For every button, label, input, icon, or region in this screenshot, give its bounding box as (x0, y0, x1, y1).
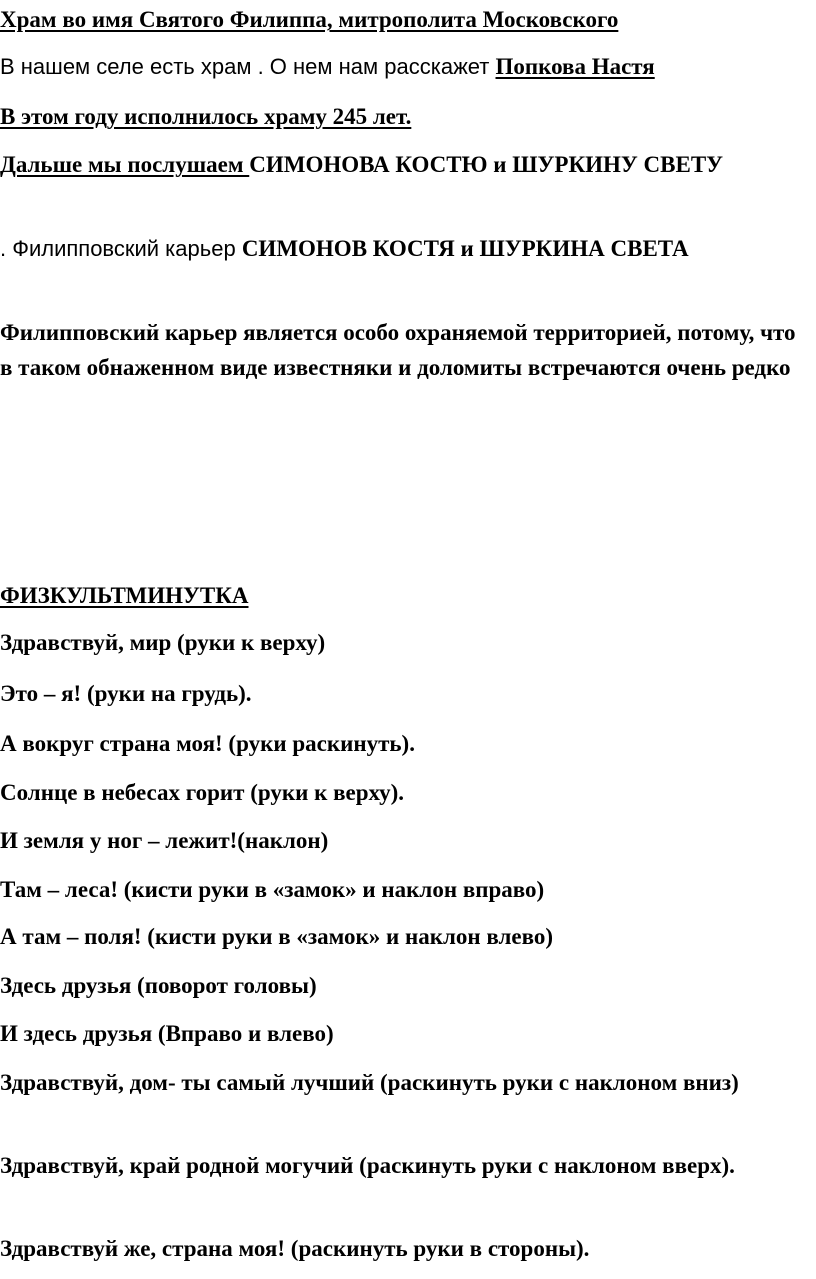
intro-text: В нашем селе есть храм . О нем нам расскажет (0, 54, 496, 79)
exercise-line: И земля у ног – лежит!(наклон) (0, 828, 329, 853)
exercise-line: А там – поля! (кисти руки в «замок» и наклон влево) (0, 924, 554, 949)
exercise-line: Здесь друзья (поворот головы) (0, 973, 317, 998)
exercise-line: А вокруг страна моя! (руки раскинуть). (0, 731, 415, 756)
next-speakers-names: СИМОНОВА КОСТЮ и ШУРКИНУ СВЕТУ (249, 152, 724, 177)
exercise-line: Здравствуй, мир (руки к верху) (0, 630, 326, 655)
quarry-topic-names: СИМОНОВ КОСТЯ и ШУРКИНА СВЕТА (241, 236, 689, 261)
next-speakers-paragraph (0, 147, 800, 182)
exercise-heading: ФИЗКУЛЬТМИНУТКА (0, 583, 249, 608)
next-speakers-lead: Дальше мы послушаем (0, 152, 250, 177)
exercise-line: Там – леса! (кисти руки в «замок» и наклон вправо) (0, 877, 545, 902)
exercise-line: Здравствуй же, страна моя! (раскинуть руки в стороны). (0, 1236, 590, 1261)
quarry-fact: Филипповский карьер является особо охраняемой территорией, потому, что в таком обнаженном виде известняки и доломиты встречаются очень редко (0, 320, 796, 380)
quarry-topic-paragraph (0, 231, 800, 266)
exercise-line: Это – я! (руки на грудь). (0, 681, 252, 706)
exercise-line: И здесь друзья (Вправо и влево) (0, 1021, 334, 1046)
quarry-topic-lead: . Филипповский карьер (0, 236, 242, 261)
exercise-line: Здравствуй, дом- ты самый лучший (раскинуть руки с наклоном вниз) (0, 1070, 739, 1095)
anniversary-text: В этом году исполнилось храму 245 лет. (0, 104, 412, 129)
exercise-line: Здравствуй, край родной могучий (раскинуть руки с наклоном вверх). (0, 1153, 735, 1178)
document-title: Храм во имя Святого Филиппа, митрополита Московского (0, 7, 619, 32)
intro-paragraph (0, 49, 800, 84)
intro-speaker: Попкова Настя (495, 54, 655, 79)
exercise-line: Солнце в небесах горит (руки к верху). (0, 780, 405, 805)
